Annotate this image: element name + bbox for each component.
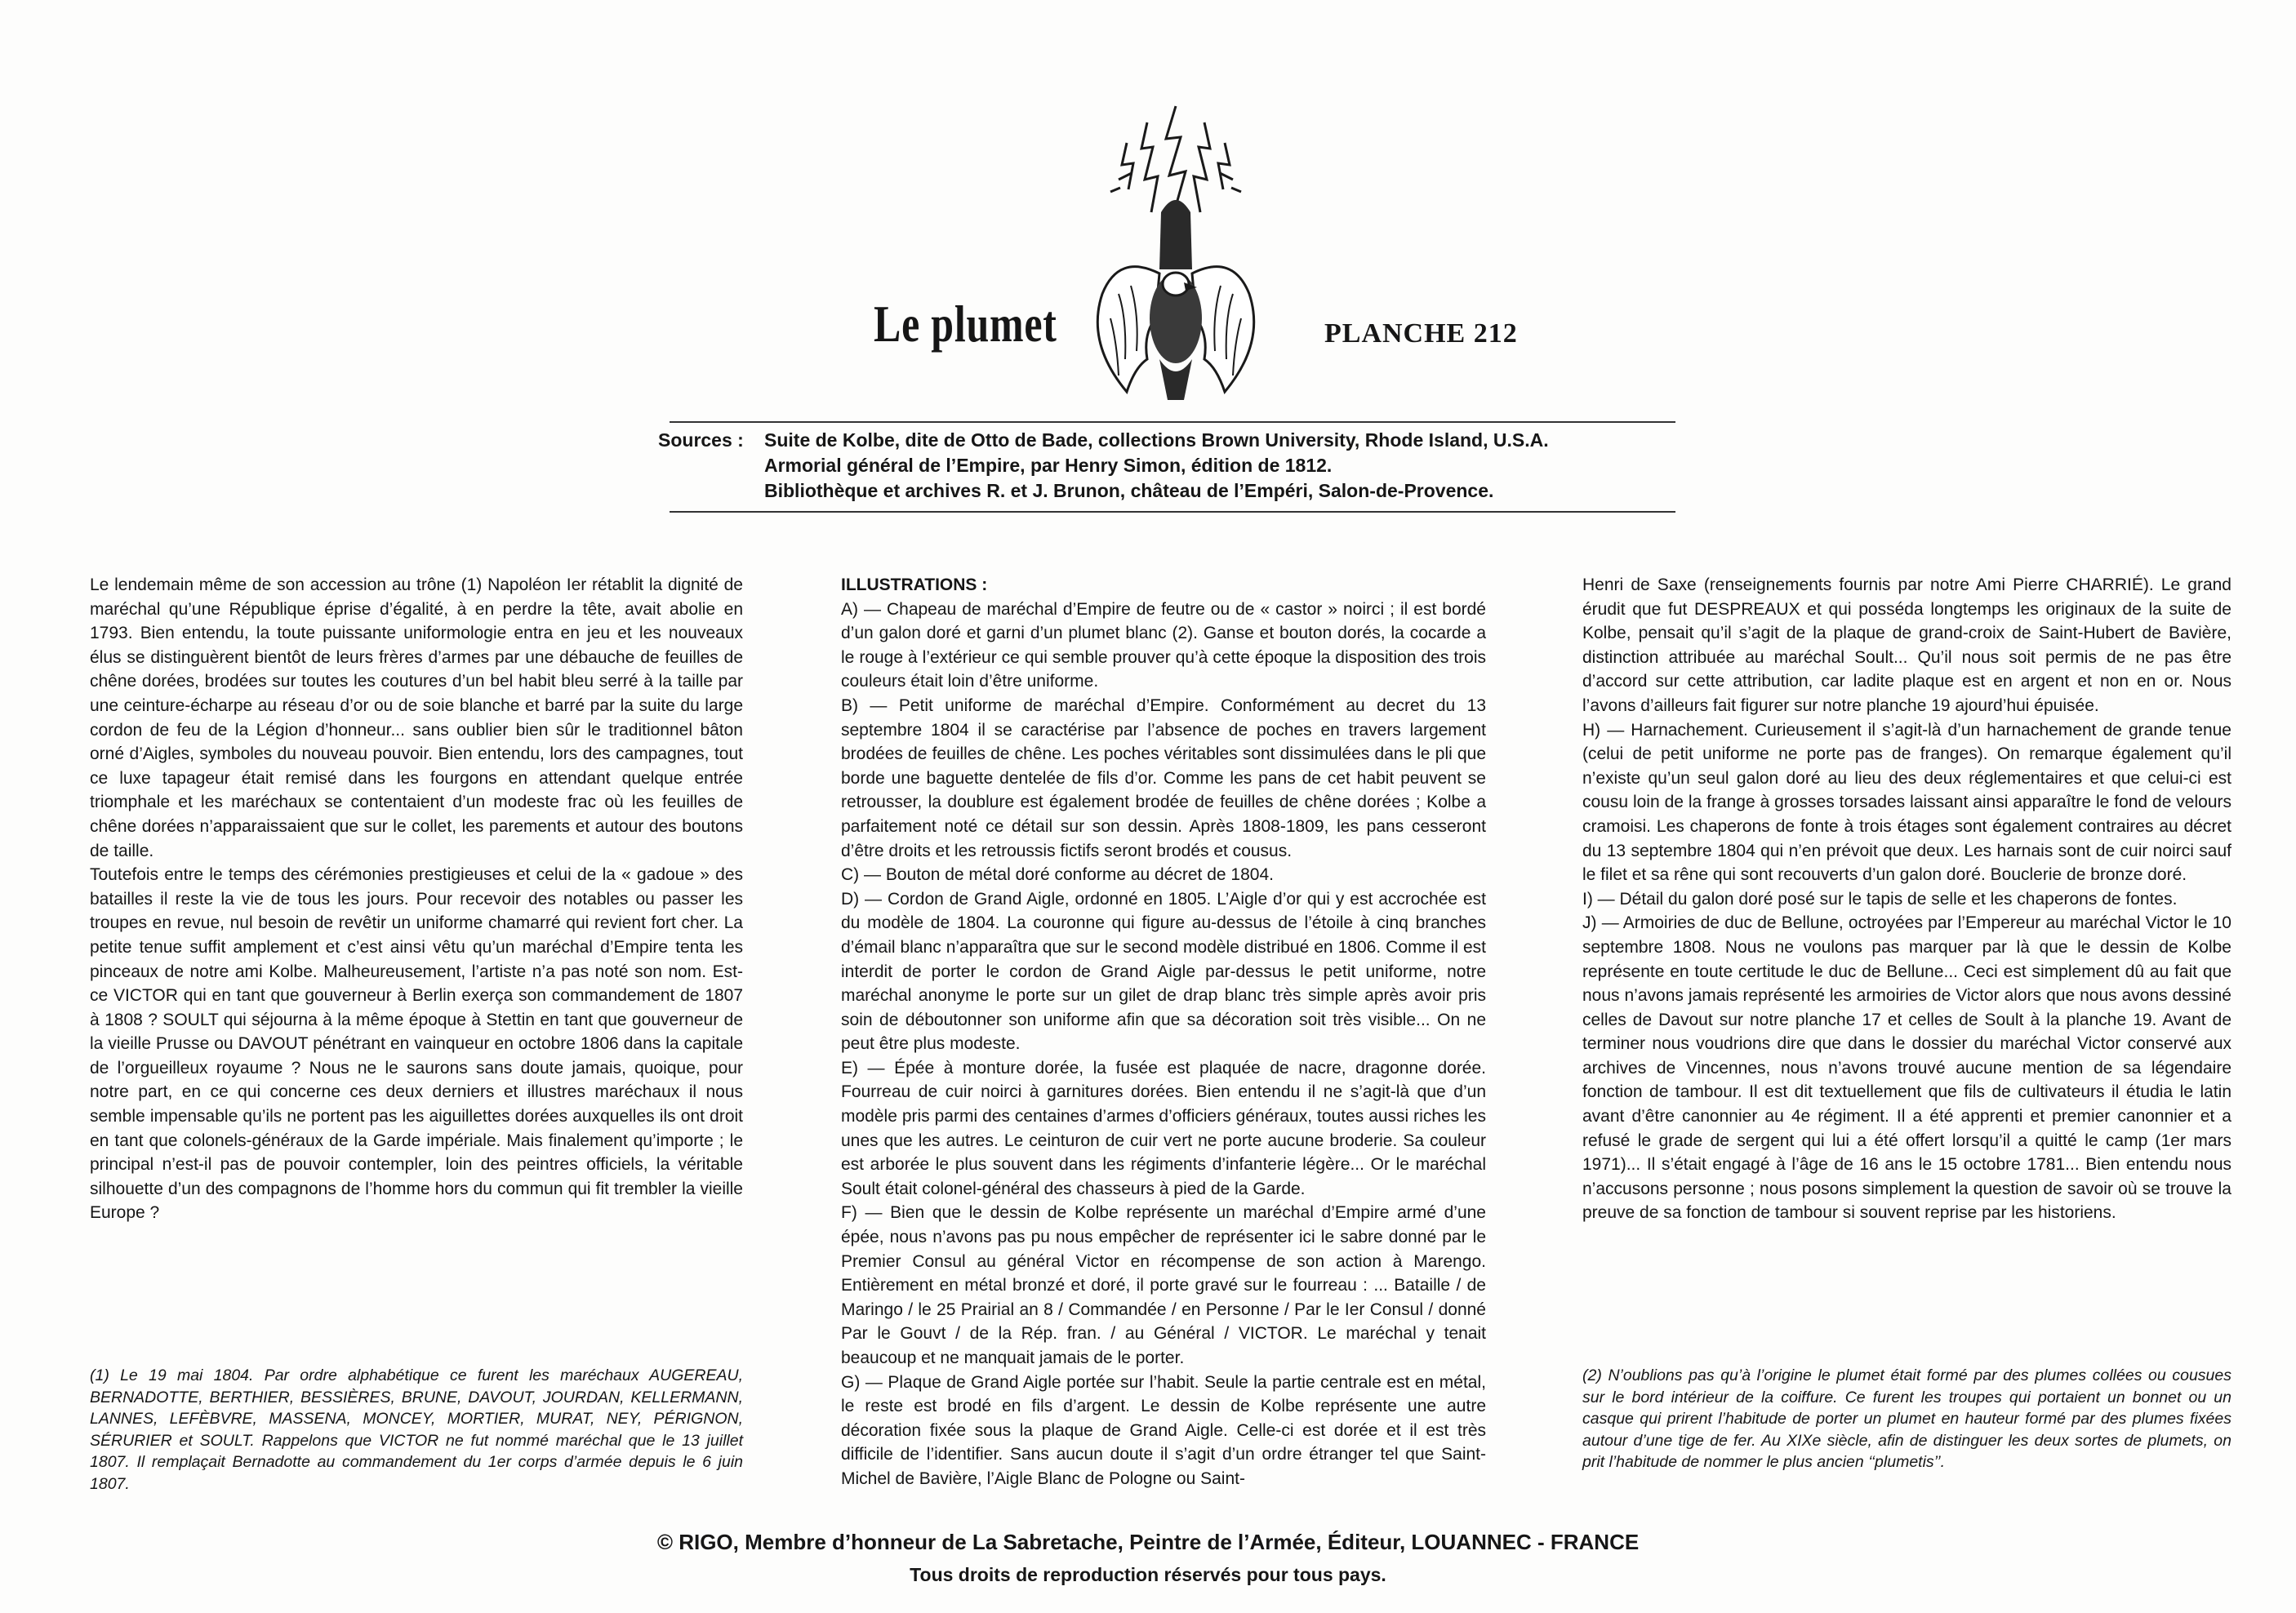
imperial-eagle-with-thunderbolts-icon — [1070, 98, 1282, 408]
illustration-b: B) — Petit uniforme de maréchal d’Empire. Conformément au decret du 13 septembre 1804 il se caractérise par l’absence de poches en travers largement brodées de feuilles de chêne. Les poches véritables sont dissimulées dans le pli que borde une baguette dentelée de fils d’or. Comme les pans de cet habit peuvent se retrousser, la doublure est également brodée de feuilles de chêne dorées ; Kolbe a parfaitement noté ce détail sur son dessin. Après 1808-1809, les pans cesseront d’être droits et les retroussis fictifs seront brodés et cousus. — [841, 695, 1486, 860]
copyright-notice: Tous droits de reproduction réservés pour tous pays. — [910, 1564, 1386, 1585]
column-intro — [90, 573, 743, 1225]
illustration-d: D) — Cordon de Grand Aigle, ordonné en 1805. L’Aigle d’or qui y est accrochée est du modèle de 1804. La couronne qui figure au-dessus de l’étoile à cinq branches d’émail blanc n’apparaîtra que sur le second modèle distribué en 1806. Comme il est interdit de porter le cordon de Grand Aigle par-dessus le petit uniforme, notre maréchal anonyme le porte sur un gilet de drap blanc très simple après avoir pris soin de déboutonner son uniforme afin que sa décoration soit très visible... On ne peut être plus modeste. — [841, 889, 1486, 1054]
sources-line-1: Suite de Kolbe, dite de Otto de Bade, collections Brown University, Rhode Island, U.S.A. — [764, 429, 1549, 451]
sources-label: Sources : — [658, 429, 744, 451]
footnote-1: (1) Le 19 mai 1804. Par ordre alphabétique ce furent les maréchaux AUGEREAU, BERNADOTTE, BERTHIER, BESSIÈRES, BRUNE, DAVOUT, JOURDAN, KELLERMANN, LANNES, LEFÈBVRE, MASSENA, MONCEY, MORTIER, MURAT, NEY, PÉRIGNON, SÉRURIER et SOULT. Rappelons que VICTOR ne fut nommé maréchal que le 13 juillet 1807. Il remplaçait Bernadotte au commandement du 1er corps d’armée depuis le 6 juin 1807. — [90, 1366, 743, 1493]
column-illustrations-continued — [1582, 573, 2231, 1225]
illustration-g: G) — Plaque de Grand Aigle portée sur l’habit. Seule la partie centrale est en métal, le reste est brodé en fils d’argent. Le dessin de Kolbe représente une autre décoration fixée sous la plaque de Grand Aigle. Celle-ci est dorée et il est très difficile de l’identifier. Sans aucun doute il s’agit d’un ordre étranger tel que Saint-Michel de Bavière, l’Aigle Blanc de Pologne ou Saint- — [841, 1372, 1486, 1488]
sources-bottom-rule — [670, 511, 1675, 513]
illustration-f: F) — Bien que le dessin de Kolbe représente un maréchal d’Empire armé d’une épée, nous n’avons pas pu nous empêcher de représenter ici le sabre donné par le Premier Consul au général Victor en récompense de son action à Marengo. Entièrement en métal bronzé et doré, il porte gravé sur le fourreau : ... Bataille / de Maringo / le 25 Prairial an 8 / Commandée / en Personne / Par le Ier Consul / donné Par le Gouvt / de la Rép. fran. / au Général / VICTOR. Le maréchal y tenait beaucoup et ne manquait jamais de le porter. — [841, 1203, 1486, 1367]
sources-line-2: Armorial général de l’Empire, par Henry Simon, édition de 1812. — [764, 455, 1333, 476]
plate-number: PLANCHE 212 — [1324, 318, 1518, 349]
illustration-g-continued: Henri de Saxe (renseignements fournis par notre Ami Pierre CHARRIÉ). Le grand érudit que fut DESPREAUX et qui posséda longtemps les originaux de la suite de Kolbe, pensait qu’il s’agit de la plaque de grand-croix de Saint-Hubert de Bavière, distinction attribuée au maréchal Soult... Qu’il nous soit permis de ne pas être d’accord sur cette attribution, car ladite plaque est en argent et non en or. Nous l’avons d’ailleurs fait figurer sur notre planche 19 ajourd’hui épuisée. — [1582, 575, 2231, 715]
sources-top-rule — [670, 421, 1675, 423]
illustration-e: E) — Épée à monture dorée, la fusée est plaquée de nacre, dragonne dorée. Fourreau de cuir noirci à garnitures dorées. Bien entendu il ne s’agit-là que d’un modèle pris parmi des centaines d’armes d’officiers généraux, toutes aussi riches les unes que les autres. Le ceinturon de cuir vert ne porte aucune broderie. Sa couleur est arborée le plus souvent dans les régiments d’infanterie légère... Or le maréchal Soult était colonel-général des chasseurs à pied de la Garde. — [841, 1058, 1486, 1198]
publisher-credit: © RIGO, Membre d’honneur de La Sabretache, Peintre de l’Armée, Éditeur, LOUANNEC - FRANCE — [656, 1530, 1640, 1554]
intro-paragraph-1: Le lendemain même de son accession au trône (1) Napoléon Ier rétablit la dignité de maréchal qu’une République éprise d’égalité, à en perdre la tête, avait abolie en 1793. Bien entendu, la toute puissante uniformologie entra en jeu et les nouveaux élus se distinguèrent bientôt de leurs frères d’armes par une débauche de feuilles de chêne dorées, brodées sur toutes les coutures d’un bel habit bleu serré à la taille par une ceinture-écharpe au réseau d’or ou de soie blanche et barré par la suite du large cordon de feu de la Légion d’honneur... sans oublier bien sûr le traditionnel bâton orné d’Aigles, symboles du nouveau pouvoir. Bien entendu, lors des campagnes, tout ce luxe tapageur était remisé dans les fourgons en attendant quelque entrée triomphale et les maréchaux se contentaient d’un modeste frac où les feuilles de chêne dorées n’apparaissaient que sur le collet, les parements et autour des boutons de taille. — [90, 575, 743, 860]
sources-block — [658, 428, 1687, 504]
illustration-i: I) — Détail du galon doré posé sur le tapis de selle et les chaperons de fontes. — [1582, 889, 2178, 909]
illustration-c: C) — Bouton de métal doré conforme au décret de 1804. — [841, 865, 1274, 885]
page-title: Le plumet — [874, 295, 1057, 353]
footnote-2: (2) N’oublions pas qu’à l’origine le plumet était formé par des plumes collées ou cousues sur le bord intérieur de la coiffure. Ce furent les troupes qui portaient un bonnet ou un casque qui prirent l’habitude de porter un plumet en hauteur formé par des plumes fixées autour d’une tige de fer. Au XIXe siècle, afin de distinguer les deux sortes de plumets, on prit l’habitude de nommer le plus ancien ‘‘plumetis’’. — [1582, 1366, 2231, 1471]
intro-paragraph-2: Toutefois entre le temps des cérémonies prestigieuses et celui de la « gadoue » des batailles il reste la vie de tous les jours. Pour recevoir des notables ou passer les troupes en revue, nul besoin de revêtir un uniforme chamarré qui revient fort cher. La petite tenue suffit amplement et c’est ainsi vêtu qu’un maréchal d’Empire tenta les pinceaux de notre ami Kolbe. Malheureusement, l’artiste n’a pas noté son nom. Est-ce VICTOR qui en tant que gouverneur à Berlin exerça son commandement de 1807 à 1808 ? SOULT qui séjourna à la même époque à Stettin en tant que gouverneur de la vieille Prusse ou DAVOUT pénétrant en vainqueur en octobre 1806 dans la capitale de l’orgueilleux royaume ? Nous ne le saurons sans doute jamais, quoique, pour notre part, en ce qui concerne ces deux derniers et illustres maréchaux il nous semble impensable qu’ils ne portent pas les aiguillettes dorées auxquelles ils ont droit en tant que colonels-généraux de la Garde impériale. Mais finalement qu’importe ; le principal n’est-il pas de pouvoir contempler, loin des peintres officiels, la véritable silhouette d’un des compagnons de l’homme hors du commun qui fit trembler la vieille Europe ? — [90, 865, 743, 1223]
sources-line-3: Bibliothèque et archives R. et J. Brunon, château de l’Empéri, Salon-de-Provence. — [764, 480, 1494, 501]
illustration-a: A) — Chapeau de maréchal d’Empire de feutre ou de « castor » noirci ; il est bordé d’un galon doré et garni d’un plumet blanc (2). Ganse et bouton dorés, la cocarde a le rouge à l’extérieur ce qui semble prouver qu’à cette époque la disposition des trois couleurs était loin d’être uniforme. — [841, 599, 1486, 691]
page-header — [0, 49, 2296, 375]
column-illustrations — [841, 573, 1486, 1491]
illustration-j: J) — Armoiries de duc de Bellune, octroyées par l’Empereur au maréchal Victor le 10 septembre 1808. Nous ne voulons pas marquer par là que le dessin de Kolbe représente en toute certitude le duc de Bellune... Ceci est simplement dû au fait que nous n’avons jamais représenté les armoiries de Victor alors que nous avons dessiné celles de Davout sur notre planche 17 et celles de Soult à la planche 19. Avant de terminer nous voudrions dire que dans le dossier du maréchal Victor conservé aux archives de Vincennes, nous n’avons trouvé aucune mention de sa légendaire fonction de tambour. Il est dit textuellement que fils de cultivateurs il étudia le latin avant d’être canonnier au 4e régiment. Il a été apprenti et premier canonnier et a refusé le grade de sergent qui lui a été offert lorsqu’il a quitté le camp (1er mars 1971)... Il s’était engagé à l’âge de 16 ans le 15 octobre 1781... Bien entendu nous n’accusons personne ; nous posons simplement la question de savoir où se trouve la preuve de sa fonction de tambour si souvent reprise par les historiens. — [1582, 913, 2231, 1223]
illustration-h: H) — Harnachement. Curieusement il s’agit-là d’un harnachement de grande tenue (celui de petit uniforme ne porte pas de franges). On remarque également qu’il n’existe qu’un seul galon doré au lieu des deux réglementaires et que celui-ci est cousu loin de la frange à grosses torsades laissant ainsi apparaître le fond de velours cramoisi. Les chaperons de fonte à trois étages sont également contraires au décret du 13 septembre 1804 qui n’en prévoit que deux. Les harnais sont de cuir noirci sauf le filet et sa rêne qui sont recouverts d’un galon doré. Bouclerie de bronze doré. — [1582, 720, 2231, 885]
illustrations-heading: ILLUSTRATIONS : — [841, 575, 988, 594]
